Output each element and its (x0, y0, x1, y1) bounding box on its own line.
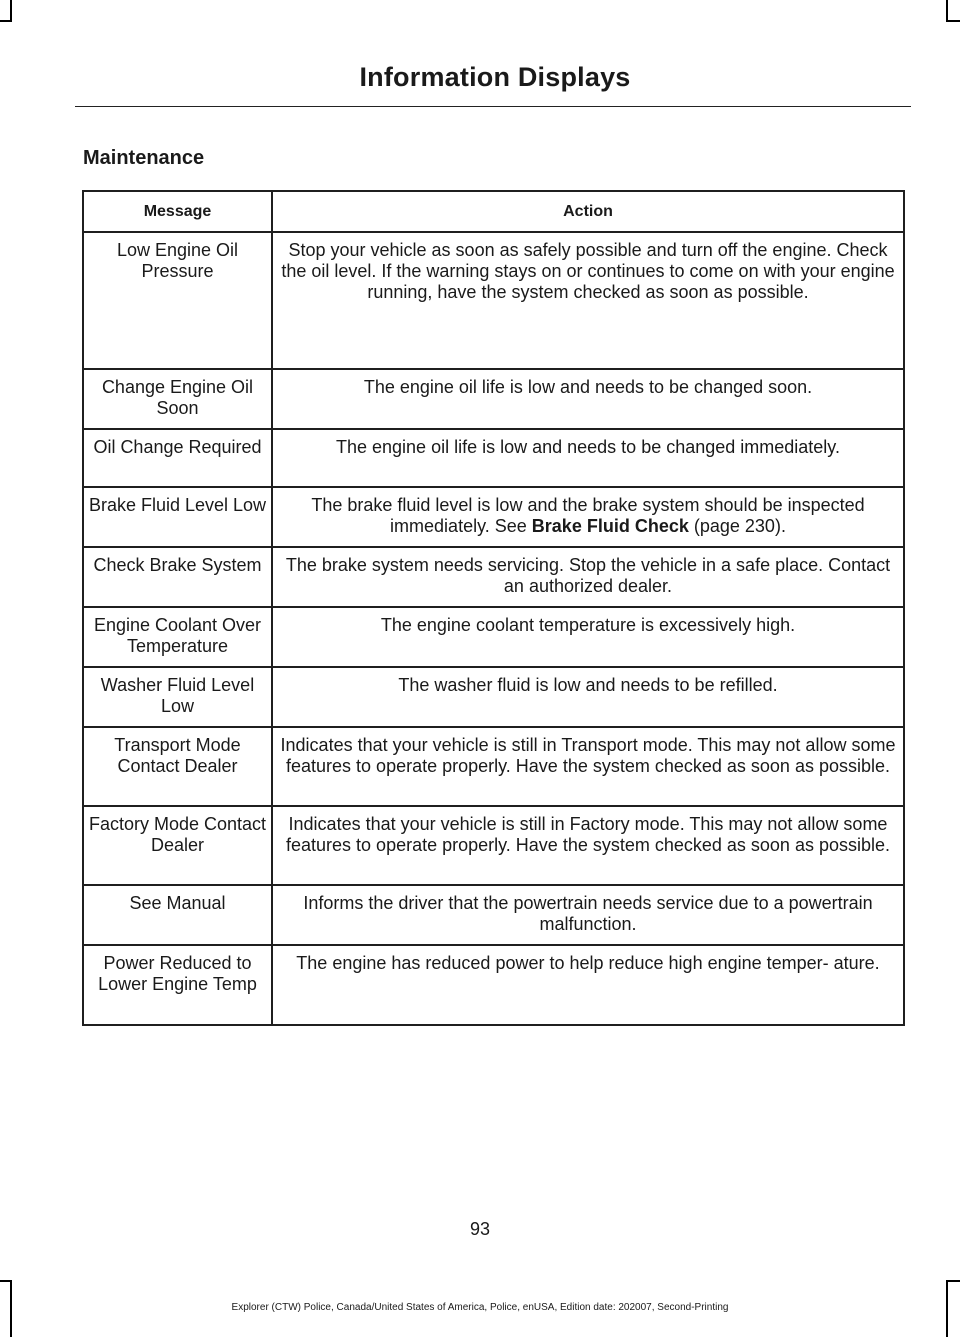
page-title: Information Displays (359, 62, 631, 92)
table-row (83, 945, 904, 1025)
action-cell: The engine oil life is low and needs to be changed immediately. (272, 429, 904, 487)
message-cell: Washer Fluid Level Low (83, 667, 272, 727)
action-cell: The brake system needs servicing. Stop the vehicle in a safe place. Contact an authorized dealer. (272, 547, 904, 607)
message-cell: Engine Coolant Over Temperature (83, 607, 272, 667)
action-text: The brake fluid level is low and the brake system should be inspected immediately. See (311, 495, 865, 536)
action-cell: The engine has reduced power to help reduce high engine temper- ature. (272, 945, 904, 1025)
header-divider (75, 106, 911, 107)
action-cell: Stop your vehicle as soon as safely possible and turn off the engine. Check the oil level. If the warning stays on or continues to come on with your engine running, have the system checked as soon as possible. (272, 232, 904, 369)
crop-mark (0, 1280, 12, 1282)
table-row (83, 369, 904, 429)
crop-mark (946, 1280, 960, 1282)
action-cell: Indicates that your vehicle is still in Factory mode. This may not allow some features to operate properly. Have the system checked as soon as possible. (272, 806, 904, 885)
table-row (83, 727, 904, 806)
message-cell: Change Engine Oil Soon (83, 369, 272, 429)
page-number: 93 (469, 1219, 491, 1239)
crop-mark (10, 0, 12, 22)
crop-mark (946, 0, 948, 22)
table-row (83, 487, 904, 547)
message-cell: Transport Mode Contact Dealer (83, 727, 272, 806)
cross-reference-link[interactable]: Brake Fluid Check (531, 516, 689, 536)
message-cell: Factory Mode Contact Dealer (83, 806, 272, 885)
crop-mark (0, 20, 12, 22)
message-cell: Power Reduced to Lower Engine Temp (83, 945, 272, 1025)
action-cell: Informs the driver that the powertrain needs service due to a powertrain malfunction. (272, 885, 904, 945)
table-row (83, 607, 904, 667)
table-row (83, 806, 904, 885)
table-row (83, 547, 904, 607)
message-cell: Check Brake System (83, 547, 272, 607)
section-title: Maintenance (83, 147, 205, 169)
message-cell: Low Engine Oil Pressure (83, 232, 272, 369)
table-row (83, 232, 904, 369)
message-cell: Oil Change Required (83, 429, 272, 487)
action-cell: The engine coolant temperature is excessively high. (272, 607, 904, 667)
message-cell: Brake Fluid Level Low (83, 487, 272, 547)
action-cell (272, 487, 904, 547)
column-header-message: Message (83, 191, 272, 232)
action-cell: The washer fluid is low and needs to be refilled. (272, 667, 904, 727)
crop-mark (946, 20, 960, 22)
table-row (83, 885, 904, 945)
message-cell: See Manual (83, 885, 272, 945)
column-header-action: Action (272, 191, 904, 232)
maintenance-table (82, 190, 905, 1026)
table-row (83, 429, 904, 487)
footer-edition-info: Explorer (CTW) Police, Canada/United States of America, Police, enUSA, Edition date: 202007, Second-Printing (231, 1302, 729, 1313)
action-cell: Indicates that your vehicle is still in Transport mode. This may not allow some features to operate properly. Have the system checked as soon as possible. (272, 727, 904, 806)
table-row (83, 667, 904, 727)
action-cell: The engine oil life is low and needs to be changed soon. (272, 369, 904, 429)
page-reference: (page 230). (693, 516, 786, 536)
table-header-row (83, 191, 904, 232)
